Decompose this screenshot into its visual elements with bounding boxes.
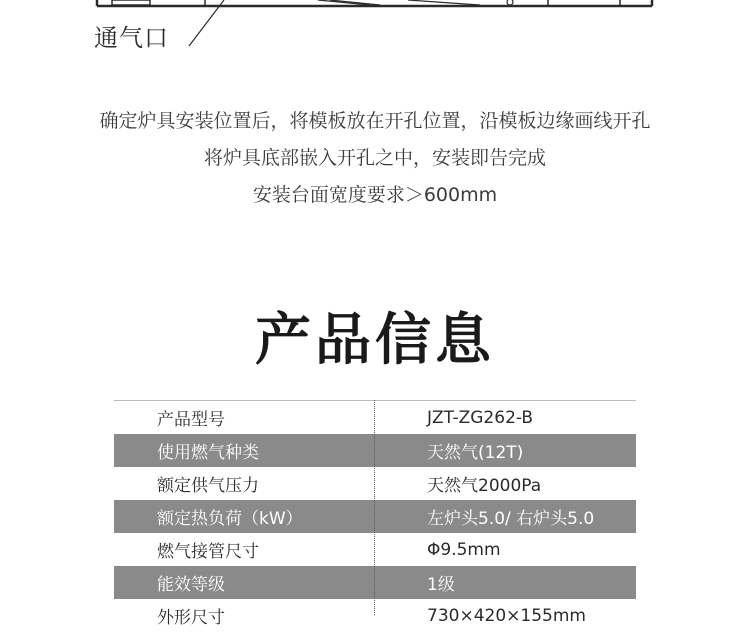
column-divider — [374, 400, 375, 615]
spec-label: 产品型号 — [157, 410, 225, 430]
spec-label: 燃气接管尺寸 — [157, 542, 259, 562]
section-title: 产品信息 — [255, 308, 495, 373]
spec-label: 使用燃气种类 — [157, 443, 259, 463]
table-row — [114, 566, 636, 599]
table-row — [114, 599, 636, 632]
instruction-line: 确定炉具安装位置后，将模板放在开孔位置，沿模板边缘画线开孔 — [99, 110, 651, 132]
spec-label: 额定热负荷（kW） — [157, 509, 303, 529]
spec-value: 左炉头5.0/ 右炉头5.0 — [427, 509, 595, 529]
table-row — [114, 467, 636, 500]
spec-value: JZT-ZG262-B — [427, 407, 534, 428]
instruction-line: 安装台面宽度要求＞600mm — [252, 184, 498, 206]
table-row — [114, 401, 636, 434]
table-row — [114, 533, 636, 566]
installation-instructions — [0, 103, 750, 214]
product-spec-table — [114, 400, 636, 632]
table-row — [114, 500, 636, 533]
spec-label: 外形尺寸 — [157, 608, 225, 628]
spec-label: 额定供气压力 — [157, 476, 259, 496]
spec-value: Φ9.5mm — [427, 539, 501, 560]
spec-value: 天然气2000Pa — [427, 476, 542, 496]
spec-value: 天然气(12T) — [427, 443, 524, 463]
table-row — [114, 434, 636, 467]
vent-label: 通气口 — [94, 24, 169, 52]
spec-label: 能效等级 — [157, 575, 225, 595]
spec-value: 730×420×155mm — [427, 605, 586, 626]
spec-value: 1级 — [427, 575, 455, 595]
instruction-line: 将炉具底部嵌入开孔之中，安装即告完成 — [203, 147, 546, 169]
